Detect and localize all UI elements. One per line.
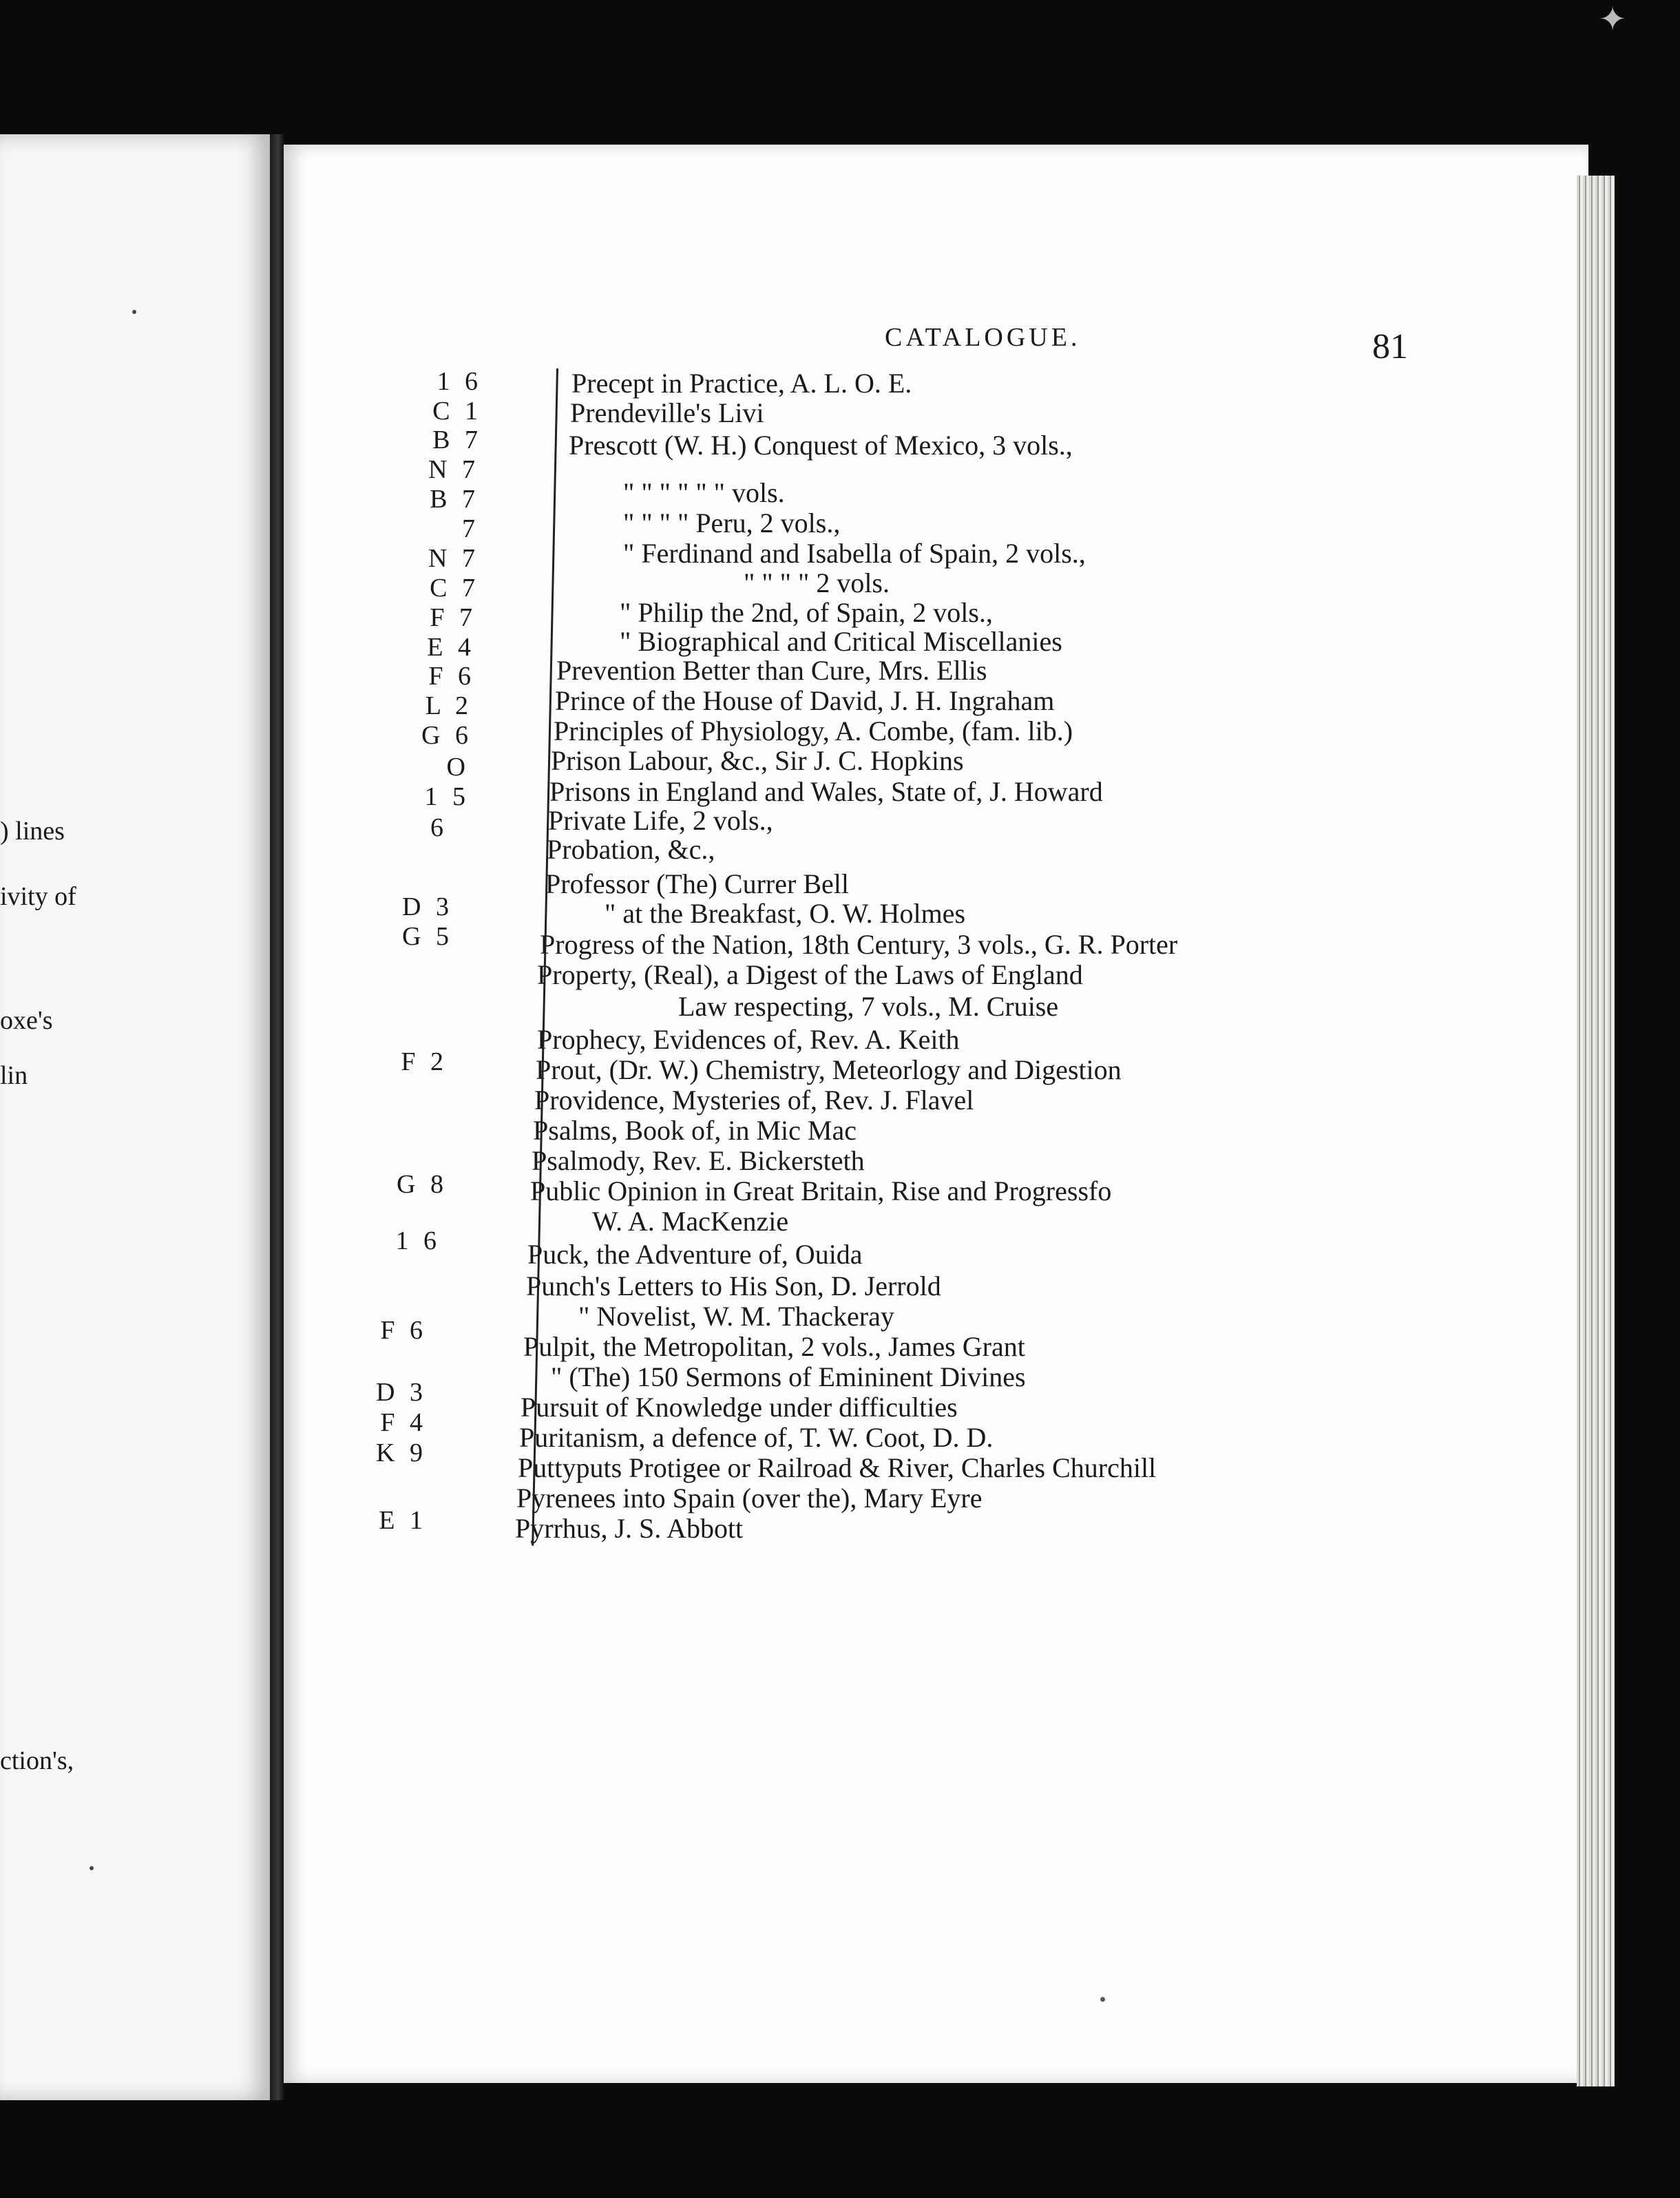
catalogue-entry: Property, (Real), a Digest of the Laws of England: [537, 959, 1083, 990]
shelf-mark: 7: [462, 514, 479, 543]
catalogue-entry: Private Life, 2 vols.,: [548, 805, 773, 836]
catalogue-entry: Psalmody, Rev. E. Bickersteth: [532, 1145, 865, 1176]
catalogue-entry: Probation, &c.,: [547, 834, 715, 865]
catalogue-entry: Public Opinion in Great Britain, Rise and Progressfo: [530, 1175, 1112, 1206]
shelf-mark: 1 6: [437, 367, 482, 396]
catalogue-entry: Puck, the Adventure of, Ouida: [527, 1239, 863, 1270]
catalogue-entry: Pyrrhus, J. S. Abbott: [515, 1513, 744, 1544]
dust-speck: [1100, 1997, 1105, 2002]
shelf-mark: N 7: [428, 455, 479, 484]
catalogue-entry: Prendeville's Livi: [570, 397, 764, 428]
shelf-mark: 1 6: [395, 1226, 441, 1255]
catalogue-entry: " (The) 150 Sermons of Emininent Divines: [551, 1361, 1026, 1392]
shelf-mark: B 7: [430, 485, 479, 514]
left-page-fragment: lin: [0, 1061, 28, 1090]
shelf-mark: D 3: [376, 1378, 427, 1407]
catalogue-entry: Prescott (W. H.) Conquest of Mexico, 3 vols.,: [569, 430, 1073, 461]
catalogue-entry: Pyrenees into Spain (over the), Mary Eyre: [516, 1483, 983, 1514]
shelf-mark: F 6: [428, 662, 475, 691]
catalogue-entry: " Ferdinand and Isabella of Spain, 2 vols.,: [623, 538, 1086, 569]
catalogue-entry: " Biographical and Critical Miscellanies: [620, 626, 1062, 657]
catalogue-entry: " " " " " " vols.: [623, 477, 785, 508]
shelf-mark: D 3: [402, 892, 453, 921]
shelf-mark: L 2: [425, 691, 472, 720]
shelf-mark: N 7: [428, 544, 479, 573]
shelf-mark: F 2: [401, 1047, 448, 1076]
catalogue-entry: W. A. MacKenzie: [592, 1206, 789, 1237]
catalogue-entry: " at the Breakfast, O. W. Holmes: [605, 898, 966, 929]
catalogue-entry: Providence, Mysteries of, Rev. J. Flavel: [534, 1085, 974, 1116]
shelf-mark: E 4: [427, 633, 475, 662]
left-page-fragment: ction's,: [0, 1746, 74, 1775]
shelf-mark: C 7: [430, 574, 479, 603]
running-head: CATALOGUE.: [885, 323, 1081, 352]
left-page-fragment: ) lines: [0, 817, 65, 846]
catalogue-entry: " Novelist, W. M. Thackeray: [578, 1301, 894, 1332]
catalogue-entry: Precept in Practice, A. L. O. E.: [571, 368, 912, 399]
catalogue-entry: Progress of the Nation, 18th Century, 3 vols., G. R. Porter: [540, 929, 1178, 960]
catalogue-entry: Law respecting, 7 vols., M. Cruise: [678, 991, 1059, 1022]
catalogue-entry: " " " " 2 vols.: [744, 567, 890, 598]
catalogue-entry: Principles of Physiology, A. Combe, (fam. lib.): [554, 715, 1073, 746]
catalogue-entry: Pulpit, the Metropolitan, 2 vols., James Grant: [523, 1331, 1025, 1362]
catalogue-entry: " " " " Peru, 2 vols.,: [623, 507, 841, 538]
corner-mark: ✦: [1599, 1, 1627, 38]
catalogue-entry: Puttyputs Protigee or Railroad & River, Charles Churchill: [518, 1452, 1157, 1483]
catalogue-entry: Pursuit of Knowledge under difficulties: [521, 1392, 958, 1423]
catalogue-entry: Prison Labour, &c., Sir J. C. Hopkins: [551, 745, 964, 776]
catalogue-entry: Prisons in England and Wales, State of, J. Howard: [549, 776, 1103, 807]
shelf-mark: E 1: [379, 1506, 427, 1535]
shelf-mark: F 7: [430, 603, 476, 632]
shelf-mark: 6: [430, 813, 448, 842]
catalogue-entry: Punch's Letters to His Son, D. Jerrold: [526, 1270, 941, 1301]
shelf-mark: G 8: [397, 1170, 448, 1199]
left-page-fragment: ivity of: [0, 882, 76, 911]
shelf-mark: K 9: [376, 1438, 427, 1467]
catalogue-entry: Prout, (Dr. W.) Chemistry, Meteorlogy and Digestion: [536, 1054, 1122, 1085]
shelf-mark: O: [446, 753, 470, 782]
catalogue-entry: Prince of the House of David, J. H. Ingraham: [555, 685, 1055, 716]
shelf-mark: C 1: [432, 397, 482, 426]
shelf-mark: G 5: [402, 922, 453, 951]
shelf-mark: G 6: [421, 721, 472, 750]
catalogue-entry: " Philip the 2nd, of Spain, 2 vols.,: [620, 597, 993, 628]
shelf-mark: F 4: [380, 1408, 427, 1437]
shelf-mark: F 6: [380, 1316, 427, 1345]
catalogue-entry: Prevention Better than Cure, Mrs. Ellis: [556, 655, 987, 686]
left-page-fragment: oxe's: [0, 1006, 53, 1035]
catalogue-entry: Puritanism, a defence of, T. W. Coot, D. D.: [519, 1422, 994, 1453]
shelf-mark: B 7: [432, 426, 482, 454]
catalogue-entry: Prophecy, Evidences of, Rev. A. Keith: [537, 1024, 960, 1055]
catalogue-entry: Psalms, Book of, in Mic Mac: [533, 1115, 857, 1146]
page-number: 81: [1372, 327, 1408, 366]
shelf-mark: 1 5: [424, 782, 470, 811]
catalogue-entry: Professor (The) Currer Bell: [545, 868, 849, 899]
